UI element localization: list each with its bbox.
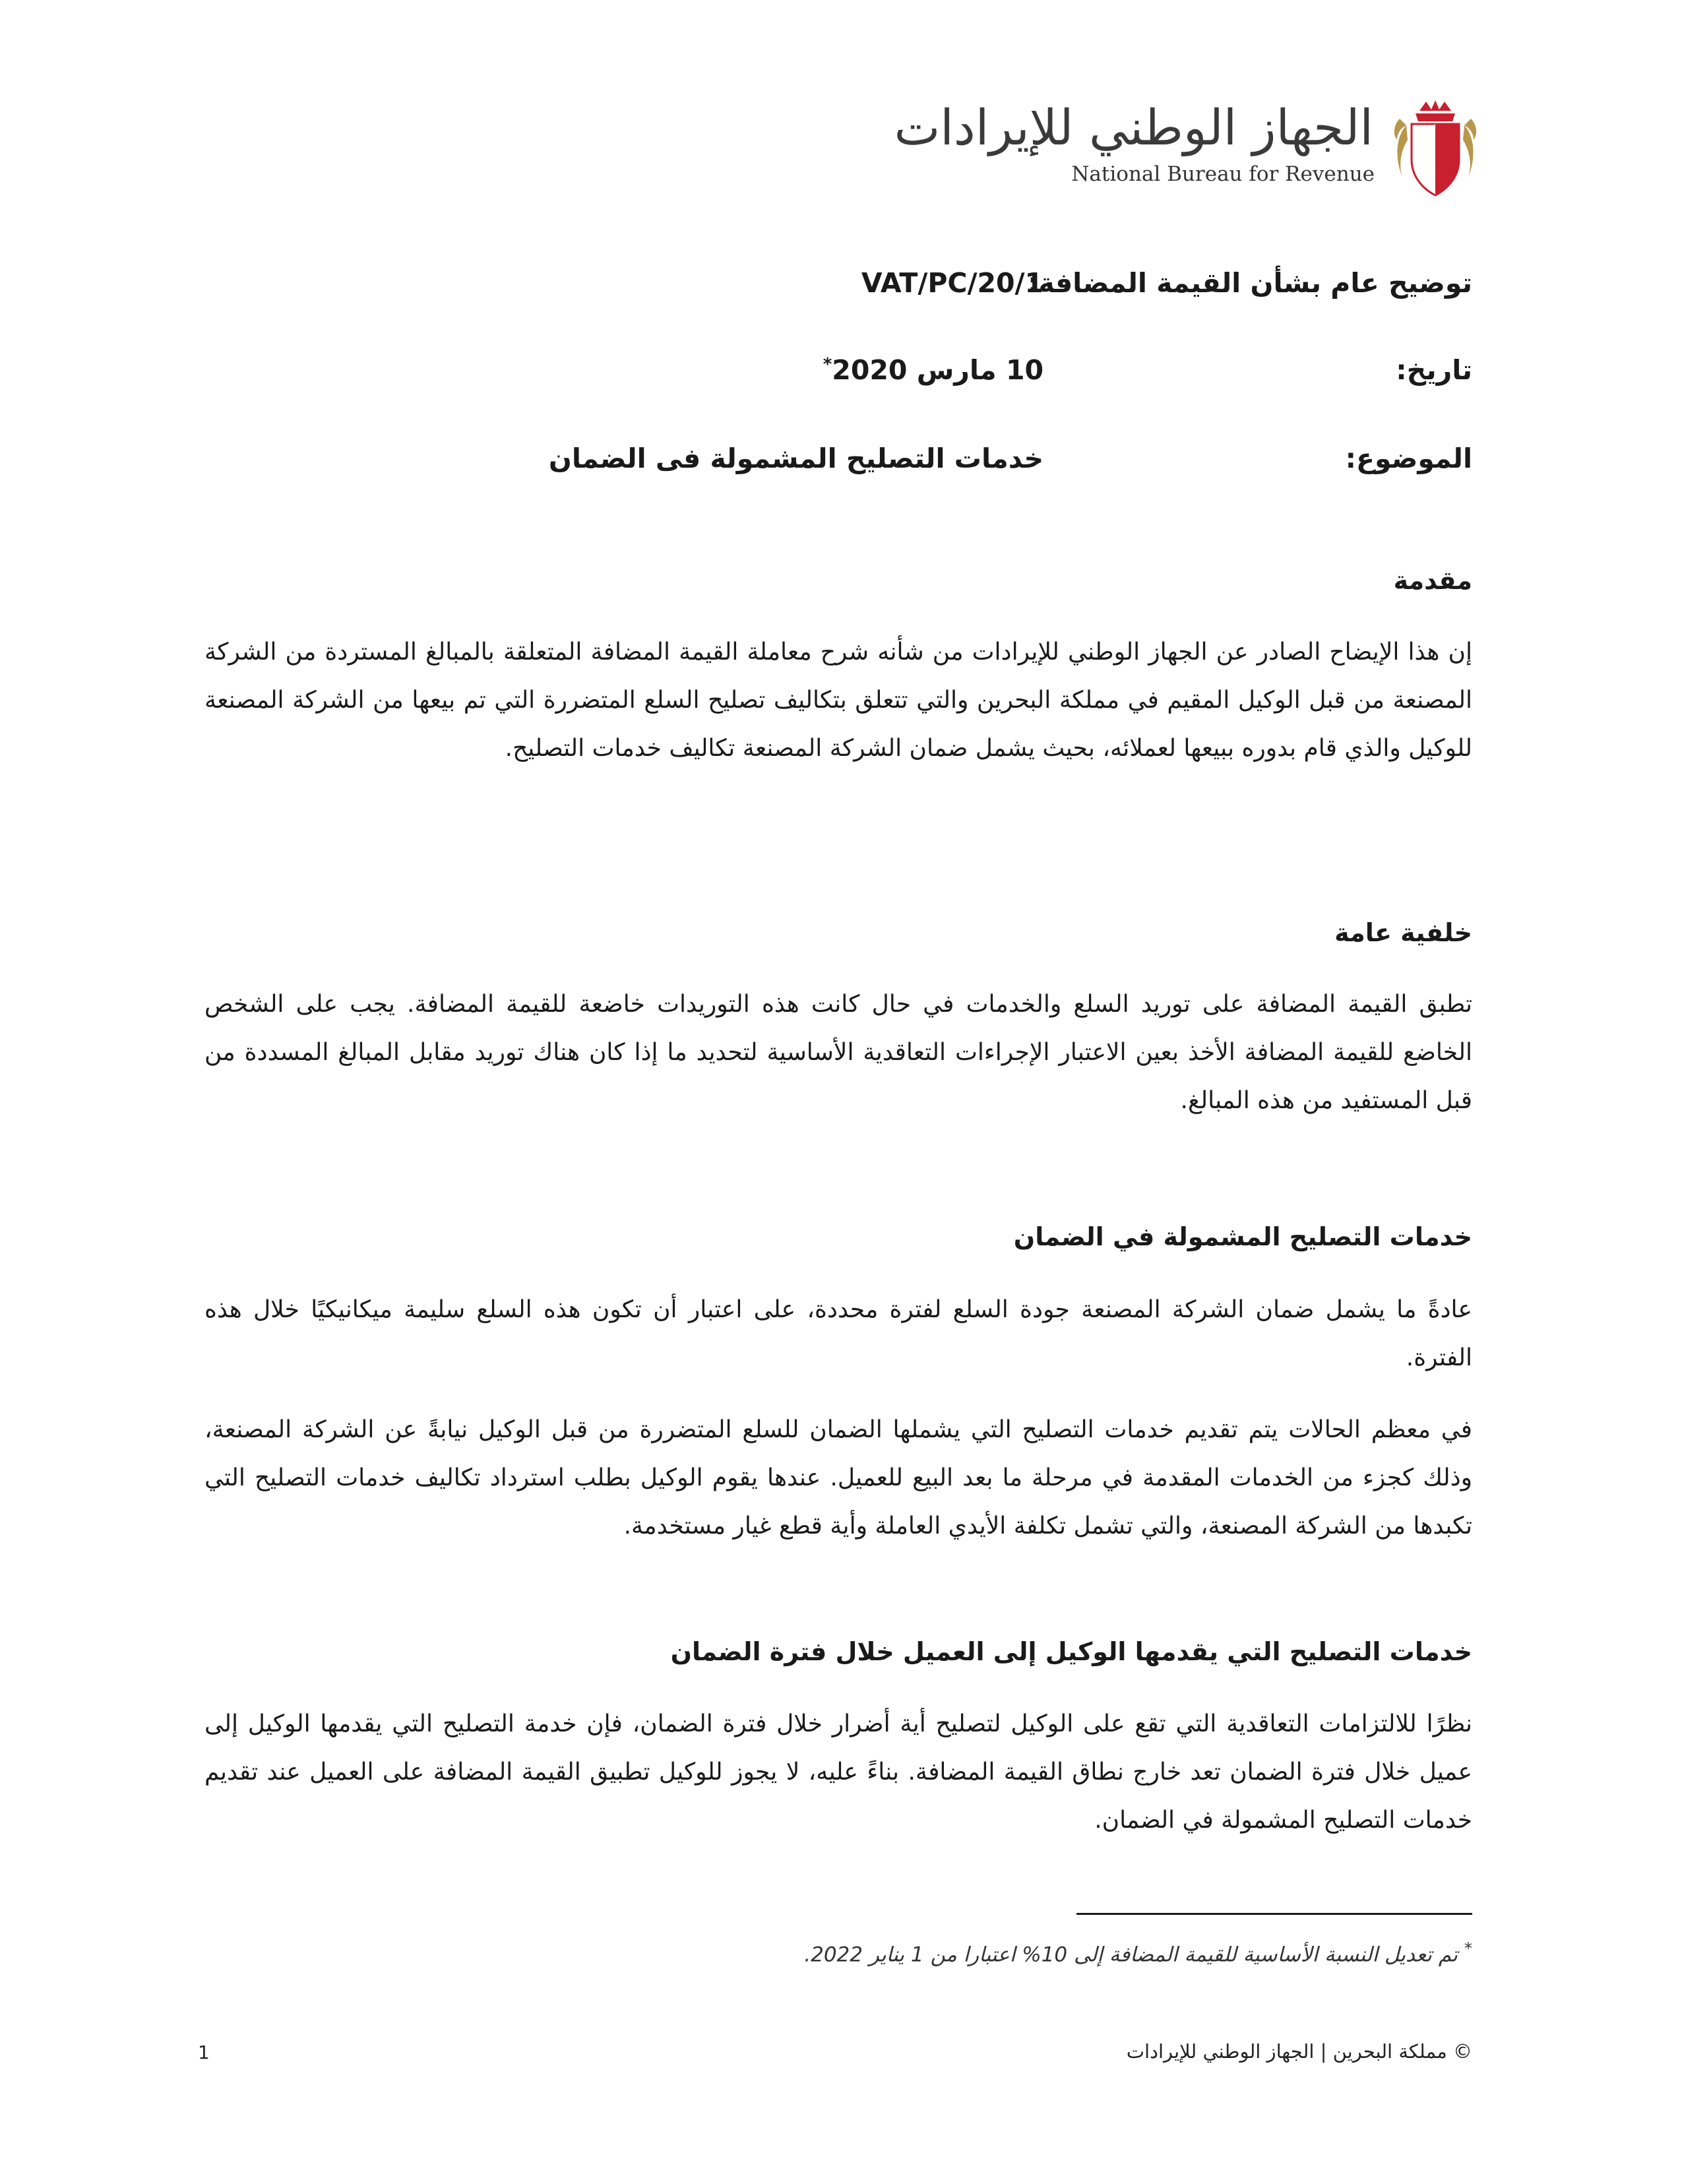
- footnote-text: تم تعديل النسبة الأساسية للقيمة المضافة إلى 10% اعتبارا من 1 يناير 2022.: [804, 1943, 1458, 1967]
- paragraph-warranty-2: في معظم الحالات يتم تقديم خدمات التصليح التي يشملها الضمان للسلع المتضررة من قبل الوكيل نيابةً عن الشركة المصنعة، وذلك كجزء من الخدمات المقدمة في مرحلة ما بعد البيع للعميل. عندها يقوم الوكيل بطلب استرداد تكاليف خدمات التصليح التي تكبدها من الشركة المصنعة، والتي تشمل تكلفة الأيدي العاملة وأية قطع غيار مستخدمة.: [204, 1416, 1472, 1540]
- subject-label: الموضوع:: [1345, 443, 1472, 474]
- date-row: [0, 354, 1682, 407]
- paragraph-agent-repairs: نظرًا للالتزامات التعاقدية التي تقع على الوكيل لتصليح أية أضرار خلال فترة الضمان، فإن خدمة التصليح التي يقدمها الوكيل إلى عميل خلال فترة الضمان تعد خارج نطاق القيمة المضافة. بناءً عليه، لا يجوز للوكيل تطبيق القيمة المضافة على العميل عند تقديم خدمات التصليح المشمولة في الضمان.: [204, 1710, 1472, 1834]
- paragraph-background: تطبق القيمة المضافة على توريد السلع والخدمات في حال كانت هذه التوريدات خاضعة للقيمة المضافة. يجب على الشخص الخاضع للقيمة المضافة الأخذ بعين الاعتبار الإجراءات التعاقدية الأساسية لتحديد ما إذا كان هناك توريد مقابل المبالغ المسددة من قبل المستفيد من هذه المبالغ.: [204, 991, 1472, 1114]
- paragraph-intro: إن هذا الإيضاح الصادر عن الجهاز الوطني للإيرادات من شأنه شرح معاملة القيمة المضافة المتعلقة بالمبالغ المستردة من الشركة المصنعة من قبل الوكيل المقيم في مملكة البحرين والتي تتعلق بتكاليف تصليح السلع المتضررة التي تم بيعها من الشركة المصنعة للوكيل والذي قام بدوره ببيعها لعملائه، بحيث يشمل ضمان الشركة المصنعة تكاليف خدمات التصليح.: [204, 639, 1472, 762]
- date-value-wrap: [823, 354, 1043, 386]
- section-heading-intro: مقدمة: [1393, 566, 1472, 595]
- footer-copyright: © مملكة البحرين | الجهاز الوطني للإيرادات: [1126, 2040, 1472, 2063]
- footnote-mark: *: [823, 354, 832, 375]
- section-heading-agent-repairs: خدمات التصليح التي يقدمها الوكيل إلى العميل خلال فترة الضمان: [670, 1637, 1472, 1666]
- paragraph-warranty-1: عادةً ما يشمل ضمان الشركة المصنعة جودة السلع لفترة محددة، على اعتبار أن تكون هذه السلع سليمة ميكانيكيًا خلال هذه الفترة.: [204, 1296, 1472, 1371]
- bahrain-emblem-icon: [1393, 99, 1478, 198]
- section-heading-background: خلفية عامة: [1334, 918, 1472, 947]
- reference-label: توضيح عام بشأن القيمة المضافة:: [1028, 267, 1472, 299]
- subject-row: [0, 443, 1682, 495]
- footnote-divider: [1076, 1913, 1472, 1915]
- header-logo: [894, 99, 1478, 198]
- date-label: تاريخ:: [1396, 354, 1472, 386]
- section-heading-warranty-repairs: خدمات التصليح المشمولة في الضمان: [1013, 1222, 1472, 1251]
- footnote: [804, 1939, 1472, 1966]
- date-value: 10 مارس 2020: [832, 354, 1043, 386]
- reference-number: VAT/PC/20/1: [861, 267, 1043, 299]
- logo-arabic-text: الجهاز الوطني للإيرادات: [894, 100, 1373, 156]
- page-number: 1: [198, 2042, 210, 2063]
- reference-row: [0, 267, 1682, 320]
- footnote-star: *: [1464, 1939, 1472, 1958]
- logo-english-text: National Bureau for Revenue: [1071, 162, 1375, 186]
- subject-value: خدمات التصليح المشمولة فى الضمان: [548, 443, 1043, 474]
